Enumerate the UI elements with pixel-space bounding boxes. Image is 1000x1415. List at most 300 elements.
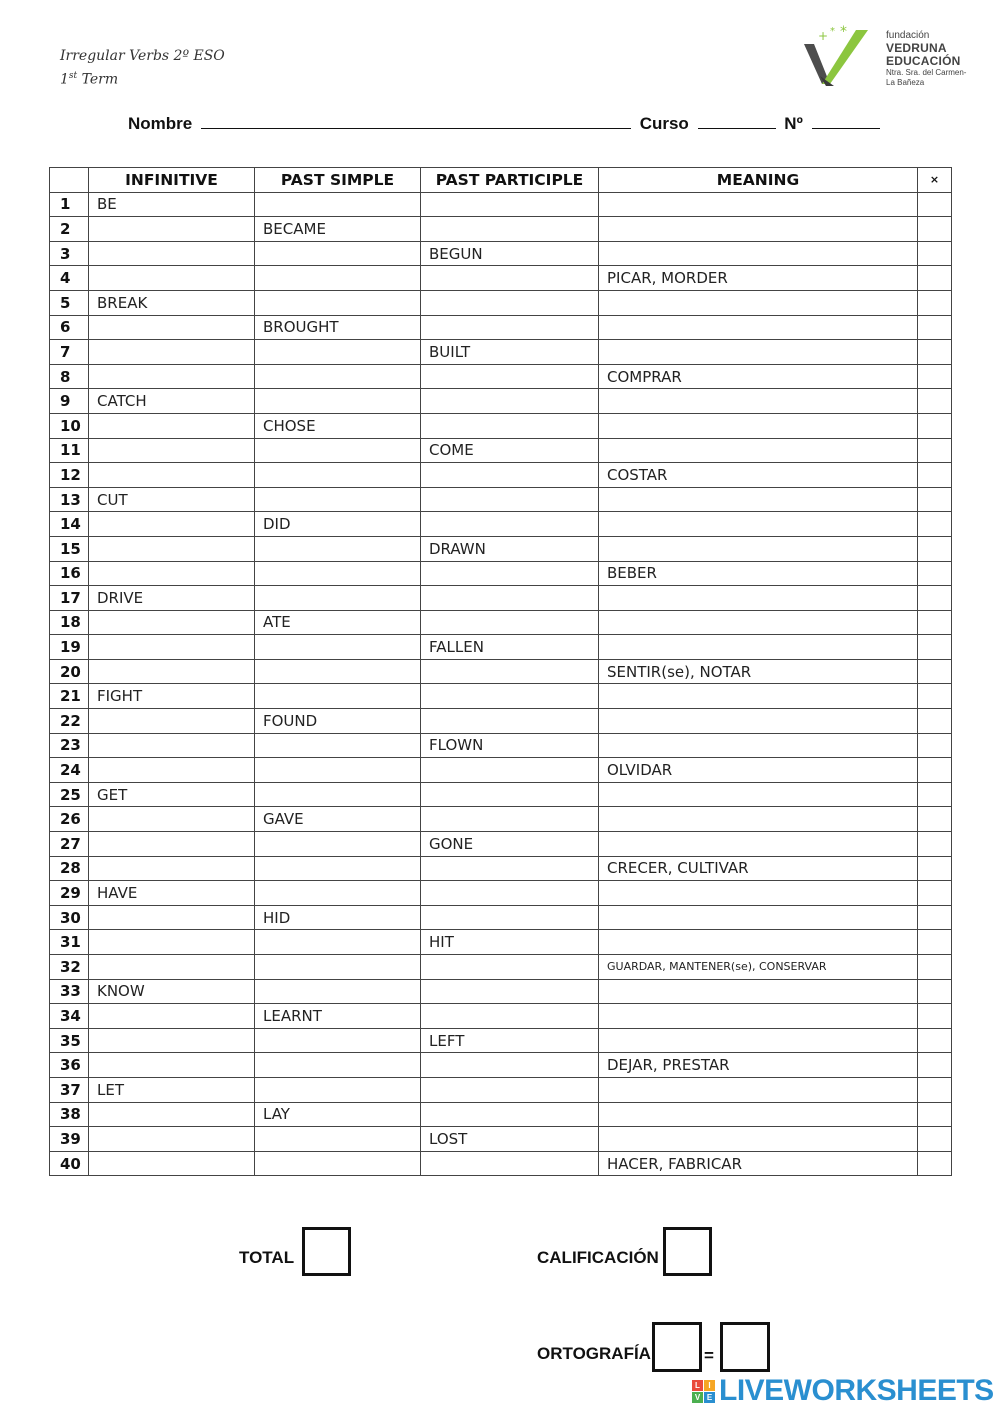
mark-cell xyxy=(918,364,952,389)
past-simple-cell[interactable] xyxy=(255,290,421,315)
meaning-cell[interactable] xyxy=(599,290,918,315)
meaning-cell[interactable] xyxy=(599,684,918,709)
number-input[interactable] xyxy=(812,112,880,129)
past-participle-cell[interactable] xyxy=(421,217,599,242)
mark-cell xyxy=(918,438,952,463)
infinitive-cell[interactable] xyxy=(89,217,255,242)
row-number: 36 xyxy=(50,1053,89,1078)
past-participle-cell[interactable]: GONE xyxy=(421,832,599,857)
past-simple-cell[interactable]: CHOSE xyxy=(255,413,421,438)
mark-cell xyxy=(918,536,952,561)
number-label: Nº xyxy=(784,114,803,133)
past-participle-cell[interactable] xyxy=(421,463,599,488)
row-number: 29 xyxy=(50,881,89,906)
past-simple-cell[interactable] xyxy=(255,758,421,783)
infinitive-cell[interactable] xyxy=(89,807,255,832)
infinitive-cell[interactable]: BE xyxy=(89,192,255,217)
past-simple-cell[interactable] xyxy=(255,930,421,955)
infinitive-cell[interactable] xyxy=(89,635,255,660)
meaning-cell[interactable]: DEJAR, PRESTAR xyxy=(599,1053,918,1078)
row-number: 24 xyxy=(50,758,89,783)
infinitive-cell[interactable] xyxy=(89,1028,255,1053)
table-row xyxy=(50,340,952,365)
meaning-cell[interactable]: GUARDAR, MANTENER(se), CONSERVAR xyxy=(599,955,918,980)
infinitive-cell[interactable] xyxy=(89,1053,255,1078)
meaning-cell[interactable] xyxy=(599,807,918,832)
past-participle-cell[interactable]: LOST xyxy=(421,1127,599,1152)
mark-cell xyxy=(918,1053,952,1078)
infinitive-cell[interactable] xyxy=(89,733,255,758)
row-number: 13 xyxy=(50,487,89,512)
svg-text:+: + xyxy=(818,29,829,43)
row-number: 9 xyxy=(50,389,89,414)
past-simple-cell[interactable] xyxy=(255,586,421,611)
row-number: 18 xyxy=(50,610,89,635)
past-participle-cell[interactable]: HIT xyxy=(421,930,599,955)
mark-cell xyxy=(918,758,952,783)
row-number: 32 xyxy=(50,955,89,980)
table-row xyxy=(50,217,952,242)
past-simple-cell[interactable] xyxy=(255,659,421,684)
mark-cell xyxy=(918,586,952,611)
mark-cell xyxy=(918,1077,952,1102)
school-logo xyxy=(800,22,980,94)
past-simple-cell[interactable] xyxy=(255,782,421,807)
table-row xyxy=(50,586,952,611)
table-row xyxy=(50,561,952,586)
table-row xyxy=(50,1127,952,1152)
past-participle-cell[interactable]: COME xyxy=(421,438,599,463)
table-row xyxy=(50,758,952,783)
meaning-cell[interactable]: COMPRAR xyxy=(599,364,918,389)
meaning-cell[interactable] xyxy=(599,782,918,807)
mark-cell xyxy=(918,290,952,315)
table-row xyxy=(50,610,952,635)
past-simple-cell[interactable]: LAY xyxy=(255,1102,421,1127)
past-participle-cell[interactable] xyxy=(421,512,599,537)
table-row xyxy=(50,241,952,266)
header-infinitive: INFINITIVE xyxy=(89,168,255,193)
header-past-participle: PAST PARTICIPLE xyxy=(421,168,599,193)
meaning-cell[interactable] xyxy=(599,832,918,857)
meaning-cell[interactable] xyxy=(599,487,918,512)
row-number: 15 xyxy=(50,536,89,561)
infinitive-cell[interactable] xyxy=(89,364,255,389)
mark-cell xyxy=(918,733,952,758)
past-participle-cell[interactable] xyxy=(421,856,599,881)
row-number: 8 xyxy=(50,364,89,389)
past-participle-cell[interactable] xyxy=(421,413,599,438)
mark-cell xyxy=(918,463,952,488)
mark-cell xyxy=(918,1028,952,1053)
row-number: 37 xyxy=(50,1077,89,1102)
row-number: 3 xyxy=(50,241,89,266)
infinitive-cell[interactable] xyxy=(89,758,255,783)
past-participle-cell[interactable]: DRAWN xyxy=(421,536,599,561)
table-row xyxy=(50,709,952,734)
table-row xyxy=(50,315,952,340)
row-number: 11 xyxy=(50,438,89,463)
past-participle-cell[interactable]: LEFT xyxy=(421,1028,599,1053)
past-simple-cell[interactable]: BECAME xyxy=(255,217,421,242)
past-simple-cell[interactable] xyxy=(255,340,421,365)
infinitive-cell[interactable] xyxy=(89,1151,255,1176)
past-participle-cell[interactable] xyxy=(421,684,599,709)
mark-cell xyxy=(918,659,952,684)
grade-label: CALIFICACIÓN xyxy=(537,1248,659,1267)
past-simple-cell[interactable]: HID xyxy=(255,905,421,930)
meaning-cell[interactable] xyxy=(599,1028,918,1053)
header-past-simple: PAST SIMPLE xyxy=(255,168,421,193)
term-label: 1st Term xyxy=(60,71,119,88)
equals-sign: = xyxy=(704,1346,714,1365)
past-simple-cell[interactable] xyxy=(255,832,421,857)
past-simple-cell[interactable] xyxy=(255,733,421,758)
infinitive-cell[interactable] xyxy=(89,905,255,930)
past-simple-cell[interactable] xyxy=(255,1151,421,1176)
meaning-cell[interactable] xyxy=(599,536,918,561)
infinitive-cell[interactable] xyxy=(89,266,255,291)
past-participle-cell[interactable] xyxy=(421,487,599,512)
past-simple-cell[interactable] xyxy=(255,536,421,561)
infinitive-cell[interactable]: GET xyxy=(89,782,255,807)
meaning-cell[interactable]: COSTAR xyxy=(599,463,918,488)
past-simple-cell[interactable] xyxy=(255,881,421,906)
table-row xyxy=(50,438,952,463)
table-row xyxy=(50,1053,952,1078)
past-participle-cell[interactable] xyxy=(421,905,599,930)
logo-text: fundación VEDRUNA EDUCACIÓN Ntra. Sra. del Carmen- La Bañeza xyxy=(886,30,967,87)
past-simple-cell[interactable]: DID xyxy=(255,512,421,537)
table-row xyxy=(50,881,952,906)
past-simple-cell[interactable] xyxy=(255,192,421,217)
meaning-cell[interactable]: BEBER xyxy=(599,561,918,586)
past-participle-cell[interactable] xyxy=(421,364,599,389)
table-row xyxy=(50,290,952,315)
past-simple-cell[interactable]: LEARNT xyxy=(255,1004,421,1029)
spelling-box[interactable] xyxy=(652,1322,702,1372)
liveworksheets-icon: L I V E xyxy=(692,1380,715,1403)
mark-cell xyxy=(918,561,952,586)
infinitive-cell[interactable] xyxy=(89,561,255,586)
past-participle-cell[interactable]: FLOWN xyxy=(421,733,599,758)
meaning-cell[interactable] xyxy=(599,709,918,734)
past-simple-cell[interactable] xyxy=(255,561,421,586)
past-participle-cell[interactable] xyxy=(421,586,599,611)
past-participle-cell[interactable]: BEGUN xyxy=(421,241,599,266)
row-number: 25 xyxy=(50,782,89,807)
infinitive-cell[interactable]: BREAK xyxy=(89,290,255,315)
past-participle-cell[interactable] xyxy=(421,192,599,217)
table-row xyxy=(50,1004,952,1029)
table-row xyxy=(50,832,952,857)
mark-cell xyxy=(918,1102,952,1127)
meaning-cell[interactable] xyxy=(599,610,918,635)
meaning-cell[interactable]: HACER, FABRICAR xyxy=(599,1151,918,1176)
past-simple-cell[interactable] xyxy=(255,1028,421,1053)
meaning-cell[interactable]: OLVIDAR xyxy=(599,758,918,783)
infinitive-cell[interactable] xyxy=(89,709,255,734)
table-row xyxy=(50,807,952,832)
svg-text:*: * xyxy=(840,24,847,40)
course-label: Curso xyxy=(639,114,689,133)
mark-cell xyxy=(918,1127,952,1152)
table-row xyxy=(50,955,952,980)
infinitive-cell[interactable]: CATCH xyxy=(89,389,255,414)
row-number: 17 xyxy=(50,586,89,611)
past-simple-cell[interactable] xyxy=(255,979,421,1004)
mark-cell xyxy=(918,807,952,832)
mark-cell xyxy=(918,709,952,734)
worksheet-header xyxy=(60,46,225,90)
infinitive-cell[interactable] xyxy=(89,340,255,365)
svg-text:*: * xyxy=(830,26,835,37)
meaning-cell[interactable]: SENTIR(se), NOTAR xyxy=(599,659,918,684)
table-row xyxy=(50,635,952,660)
infinitive-cell[interactable]: FIGHT xyxy=(89,684,255,709)
past-simple-cell[interactable]: BROUGHT xyxy=(255,315,421,340)
mark-cell xyxy=(918,340,952,365)
meaning-cell[interactable] xyxy=(599,1127,918,1152)
past-simple-cell[interactable]: FOUND xyxy=(255,709,421,734)
row-number: 40 xyxy=(50,1151,89,1176)
table-row xyxy=(50,1102,952,1127)
meaning-cell[interactable] xyxy=(599,340,918,365)
meaning-cell[interactable] xyxy=(599,586,918,611)
meaning-cell[interactable] xyxy=(599,413,918,438)
mark-cell xyxy=(918,413,952,438)
past-simple-cell[interactable] xyxy=(255,955,421,980)
table-row xyxy=(50,905,952,930)
meaning-cell[interactable] xyxy=(599,1004,918,1029)
table-row xyxy=(50,930,952,955)
row-number: 39 xyxy=(50,1127,89,1152)
table-row xyxy=(50,856,952,881)
row-number: 33 xyxy=(50,979,89,1004)
mark-cell xyxy=(918,241,952,266)
meaning-cell[interactable] xyxy=(599,217,918,242)
past-participle-cell[interactable] xyxy=(421,1077,599,1102)
total-box[interactable] xyxy=(302,1227,351,1276)
past-simple-cell[interactable] xyxy=(255,463,421,488)
table-row xyxy=(50,192,952,217)
infinitive-cell[interactable] xyxy=(89,955,255,980)
name-label: Nombre xyxy=(128,114,193,133)
row-number: 14 xyxy=(50,512,89,537)
meaning-cell[interactable] xyxy=(599,1102,918,1127)
row-number: 20 xyxy=(50,659,89,684)
meaning-cell[interactable]: PICAR, MORDER xyxy=(599,266,918,291)
row-number: 2 xyxy=(50,217,89,242)
meaning-cell[interactable] xyxy=(599,635,918,660)
name-input[interactable] xyxy=(201,112,631,129)
mark-cell xyxy=(918,832,952,857)
past-participle-cell[interactable] xyxy=(421,979,599,1004)
mark-cell xyxy=(918,635,952,660)
row-number: 6 xyxy=(50,315,89,340)
meaning-cell[interactable] xyxy=(599,315,918,340)
mark-cell xyxy=(918,684,952,709)
row-number: 27 xyxy=(50,832,89,857)
mark-cell xyxy=(918,905,952,930)
row-number: 10 xyxy=(50,413,89,438)
past-participle-cell[interactable] xyxy=(421,881,599,906)
meaning-cell[interactable] xyxy=(599,192,918,217)
row-number: 4 xyxy=(50,266,89,291)
table-row xyxy=(50,512,952,537)
past-participle-cell[interactable] xyxy=(421,1102,599,1127)
meaning-cell[interactable] xyxy=(599,930,918,955)
row-number: 30 xyxy=(50,905,89,930)
worksheet-title: Irregular Verbs 2º ESO xyxy=(60,48,225,64)
table-row xyxy=(50,463,952,488)
past-simple-cell[interactable] xyxy=(255,1077,421,1102)
meaning-cell[interactable] xyxy=(599,881,918,906)
past-simple-cell[interactable] xyxy=(255,1127,421,1152)
past-participle-cell[interactable] xyxy=(421,1004,599,1029)
spelling-result-box[interactable] xyxy=(720,1322,770,1372)
table-header-row xyxy=(50,168,952,193)
past-participle-cell[interactable]: BUILT xyxy=(421,340,599,365)
table-row xyxy=(50,659,952,684)
table-row xyxy=(50,364,952,389)
table-row xyxy=(50,733,952,758)
past-participle-cell[interactable] xyxy=(421,389,599,414)
infinitive-cell[interactable] xyxy=(89,659,255,684)
past-participle-cell[interactable]: FALLEN xyxy=(421,635,599,660)
table-row xyxy=(50,979,952,1004)
past-simple-cell[interactable] xyxy=(255,266,421,291)
row-number: 7 xyxy=(50,340,89,365)
mark-cell xyxy=(918,1151,952,1176)
irregular-verbs-table xyxy=(49,167,952,1176)
mark-cell xyxy=(918,856,952,881)
mark-cell xyxy=(918,881,952,906)
past-participle-cell[interactable] xyxy=(421,758,599,783)
past-simple-cell[interactable] xyxy=(255,487,421,512)
infinitive-cell[interactable] xyxy=(89,930,255,955)
past-simple-cell[interactable] xyxy=(255,635,421,660)
infinitive-cell[interactable]: LET xyxy=(89,1077,255,1102)
past-participle-cell[interactable] xyxy=(421,659,599,684)
infinitive-cell[interactable] xyxy=(89,413,255,438)
past-simple-cell[interactable]: ATE xyxy=(255,610,421,635)
meaning-cell[interactable] xyxy=(599,905,918,930)
infinitive-cell[interactable]: CUT xyxy=(89,487,255,512)
mark-cell xyxy=(918,487,952,512)
row-number: 22 xyxy=(50,709,89,734)
past-participle-cell[interactable] xyxy=(421,807,599,832)
past-participle-cell[interactable] xyxy=(421,561,599,586)
meaning-cell[interactable] xyxy=(599,733,918,758)
infinitive-cell[interactable] xyxy=(89,832,255,857)
infinitive-cell[interactable] xyxy=(89,315,255,340)
past-participle-cell[interactable] xyxy=(421,955,599,980)
meaning-cell[interactable] xyxy=(599,512,918,537)
infinitive-cell[interactable]: DRIVE xyxy=(89,586,255,611)
row-number: 35 xyxy=(50,1028,89,1053)
row-number: 12 xyxy=(50,463,89,488)
header-mark-icon: × xyxy=(918,168,952,193)
table-row xyxy=(50,487,952,512)
past-simple-cell[interactable] xyxy=(255,364,421,389)
past-participle-cell[interactable] xyxy=(421,782,599,807)
infinitive-cell[interactable] xyxy=(89,610,255,635)
past-participle-cell[interactable] xyxy=(421,1053,599,1078)
meaning-cell[interactable] xyxy=(599,389,918,414)
past-simple-cell[interactable] xyxy=(255,438,421,463)
mark-cell xyxy=(918,782,952,807)
infinitive-cell[interactable] xyxy=(89,856,255,881)
table-row xyxy=(50,1077,952,1102)
row-number: 34 xyxy=(50,1004,89,1029)
infinitive-cell[interactable] xyxy=(89,1127,255,1152)
infinitive-cell[interactable] xyxy=(89,1004,255,1029)
table-row xyxy=(50,1151,952,1176)
row-number: 23 xyxy=(50,733,89,758)
meaning-cell[interactable] xyxy=(599,438,918,463)
infinitive-cell[interactable] xyxy=(89,536,255,561)
table-row xyxy=(50,536,952,561)
mark-cell xyxy=(918,512,952,537)
infinitive-cell[interactable] xyxy=(89,463,255,488)
past-simple-cell[interactable] xyxy=(255,241,421,266)
course-input[interactable] xyxy=(698,112,776,129)
past-simple-cell[interactable] xyxy=(255,1053,421,1078)
table-row xyxy=(50,413,952,438)
infinitive-cell[interactable]: HAVE xyxy=(89,881,255,906)
row-number: 16 xyxy=(50,561,89,586)
row-number: 21 xyxy=(50,684,89,709)
past-simple-cell[interactable] xyxy=(255,684,421,709)
mark-cell xyxy=(918,389,952,414)
row-number: 31 xyxy=(50,930,89,955)
meaning-cell[interactable] xyxy=(599,1077,918,1102)
table-row xyxy=(50,266,952,291)
mark-cell xyxy=(918,955,952,980)
past-participle-cell[interactable] xyxy=(421,709,599,734)
vedruna-v-icon xyxy=(800,22,880,94)
row-number: 1 xyxy=(50,192,89,217)
past-participle-cell[interactable] xyxy=(421,610,599,635)
mark-cell xyxy=(918,315,952,340)
mark-cell xyxy=(918,266,952,291)
table-row xyxy=(50,684,952,709)
meaning-cell[interactable] xyxy=(599,241,918,266)
infinitive-cell[interactable] xyxy=(89,1102,255,1127)
total-label: TOTAL xyxy=(239,1248,295,1267)
infinitive-cell[interactable] xyxy=(89,241,255,266)
liveworksheets-brand xyxy=(692,1374,994,1408)
past-participle-cell[interactable] xyxy=(421,266,599,291)
past-simple-cell[interactable] xyxy=(255,856,421,881)
meaning-cell[interactable]: CRECER, CULTIVAR xyxy=(599,856,918,881)
past-simple-cell[interactable]: GAVE xyxy=(255,807,421,832)
infinitive-cell[interactable]: KNOW xyxy=(89,979,255,1004)
meaning-cell[interactable] xyxy=(599,979,918,1004)
past-participle-cell[interactable] xyxy=(421,1151,599,1176)
past-participle-cell[interactable] xyxy=(421,315,599,340)
student-info-line xyxy=(128,112,884,134)
infinitive-cell[interactable] xyxy=(89,512,255,537)
infinitive-cell[interactable] xyxy=(89,438,255,463)
past-participle-cell[interactable] xyxy=(421,290,599,315)
row-number: 19 xyxy=(50,635,89,660)
row-number: 26 xyxy=(50,807,89,832)
header-number xyxy=(50,168,89,193)
past-simple-cell[interactable] xyxy=(255,389,421,414)
grade-box[interactable] xyxy=(663,1227,712,1276)
